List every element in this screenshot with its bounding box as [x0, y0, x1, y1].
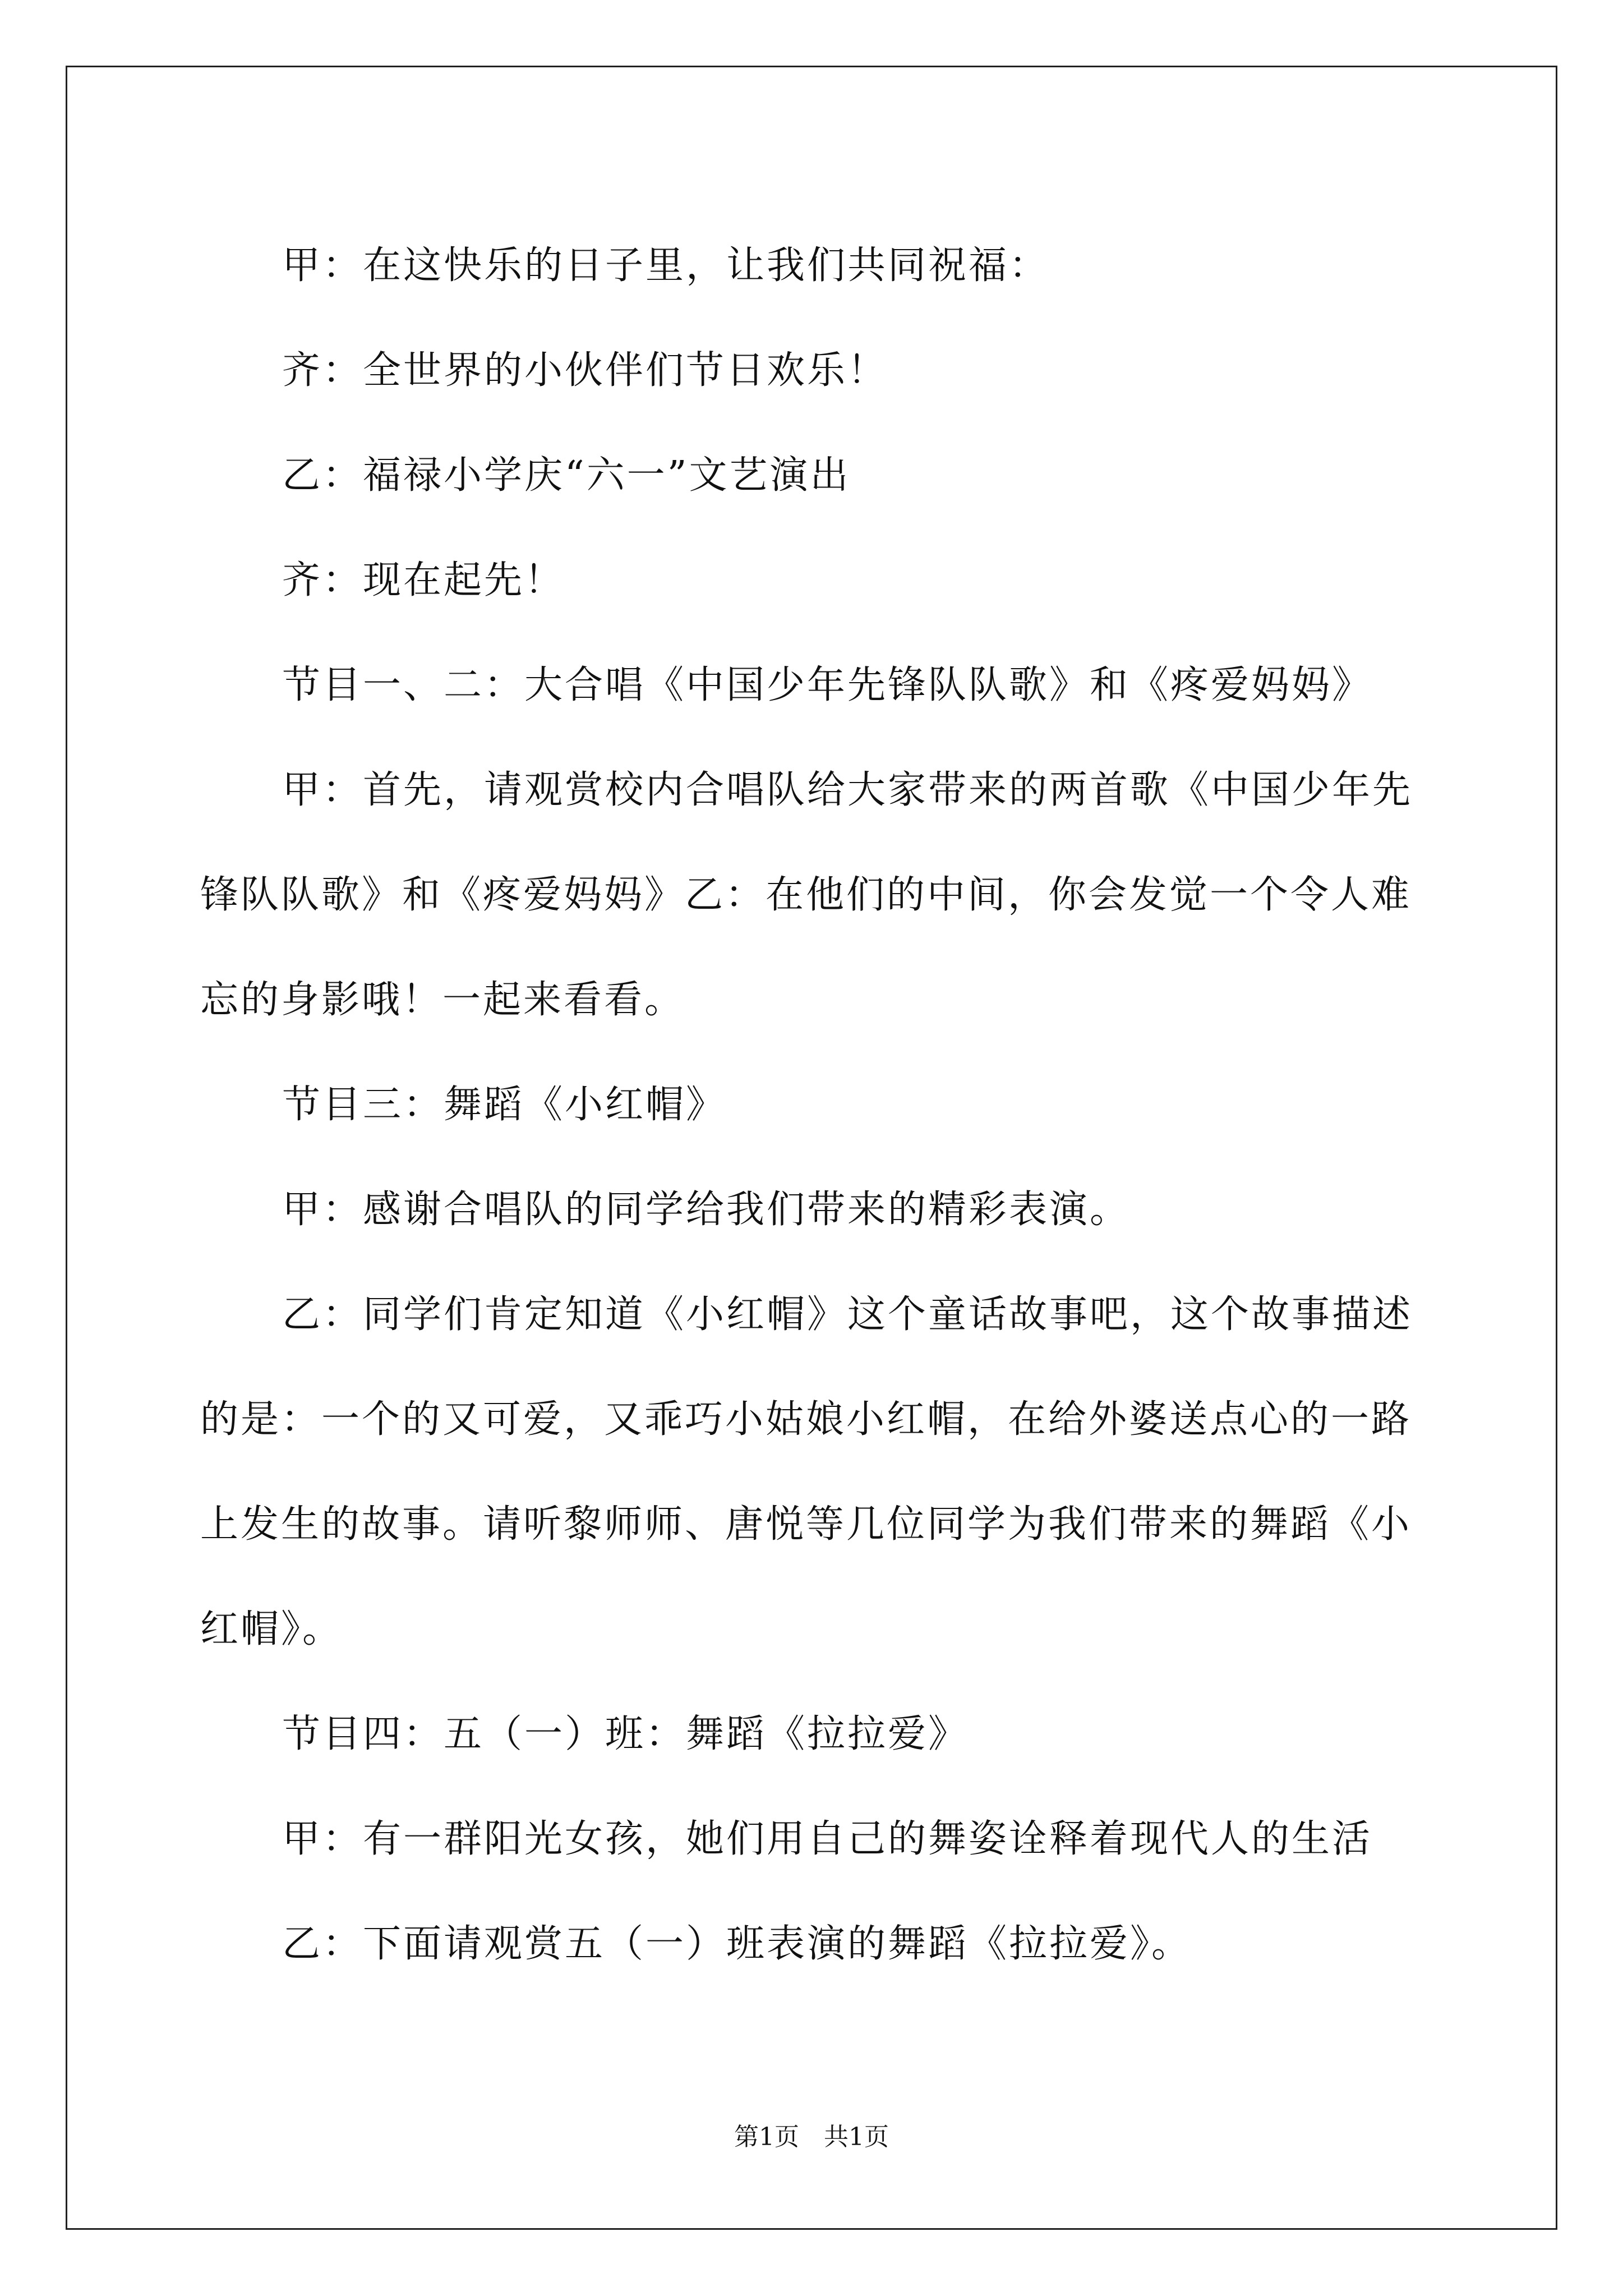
text-line: 的是：一个的又可爱，又乖巧小姑娘小红帽，在给外婆送点心的一路	[200, 1397, 1412, 1442]
text-line: 忘的身影哦！一起来看看。	[200, 978, 685, 1022]
text-line: 节目一、二：大合唱《中国少年先锋队队歌》和《疼爱妈妈》	[282, 663, 1373, 707]
paragraph	[200, 423, 1428, 528]
paragraph	[200, 1052, 1428, 1157]
paragraph	[200, 1892, 1428, 1996]
text-line: 乙：同学们肯定知道《小红帽》这个童话故事吧，这个故事描述	[282, 1292, 1413, 1337]
text-line: 节目三：舞蹈《小红帽》	[282, 1083, 727, 1127]
text-line: 红帽》。	[200, 1607, 343, 1651]
text-line: 上发生的故事。请听黎师师、唐悦等几位同学为我们带来的舞蹈《小	[200, 1502, 1412, 1547]
text-line: 齐：全世界的小伙伴们节日欢乐！	[282, 348, 888, 393]
text-line: 齐：现在起先！	[282, 558, 565, 602]
text-line: 乙：福禄小学庆“六一”文艺演出	[282, 453, 851, 498]
page-footer: 第1页 共1页	[734, 2123, 889, 2151]
text-line: 甲：感谢合唱队的同学给我们带来的精彩表演。	[282, 1188, 1131, 1232]
text-line: 节目四：五（一）班：舞蹈《拉拉爱》	[282, 1712, 969, 1756]
text-line: 锋队队歌》和《疼爱妈妈》乙：在他们的中间，你会发觉一个令人难	[200, 873, 1412, 917]
text-line: 甲：在这快乐的日子里，让我们共同祝福：	[282, 243, 1050, 288]
paragraph	[200, 738, 1428, 1052]
paragraph	[200, 633, 1428, 738]
paragraph	[200, 318, 1428, 423]
text-line: 甲：有一群阳光女孩，她们用自己的舞姿诠释着现代人的生活	[282, 1817, 1373, 1861]
text-line: 乙：下面请观赏五（一）班表演的舞蹈《拉拉爱》。	[282, 1922, 1192, 1966]
document-body	[200, 213, 1428, 1996]
paragraph	[200, 213, 1428, 318]
paragraph	[200, 1262, 1428, 1682]
text-line: 甲：首先，请观赏校内合唱队给大家带来的两首歌《中国少年先	[282, 768, 1413, 812]
paragraph	[200, 528, 1428, 633]
paragraph	[200, 1157, 1428, 1262]
paragraph	[200, 1682, 1428, 1787]
paragraph	[200, 1787, 1428, 1892]
